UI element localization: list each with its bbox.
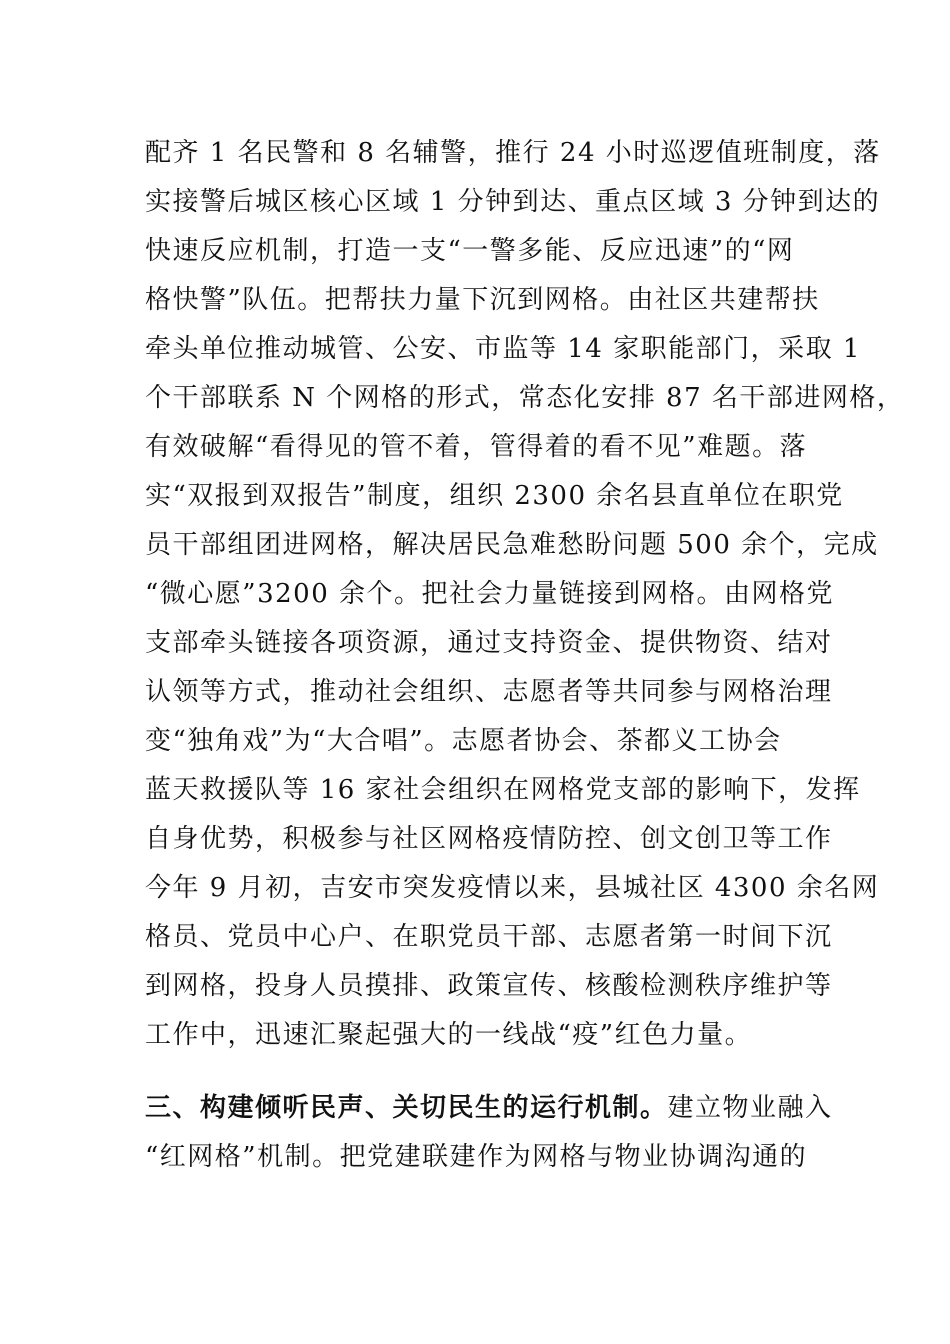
body-text-line: 牵头单位推动城管、公安、市监等 14 家职能部门，采取 1	[145, 334, 861, 364]
body-text-line: 个干部联系 N 个网格的形式，常态化安排 87 名干部进网格，	[145, 383, 905, 413]
body-text-line: 工作中，迅速汇聚起强大的一线战“疫”红色力量。	[145, 1020, 753, 1050]
body-text-line: 认领等方式，推动社会组织、志愿者等共同参与网格治理	[145, 677, 833, 707]
body-text-line: 配齐 1 名民警和 8 名辅警，推行 24 小时巡逻值班制度，落	[145, 138, 881, 168]
section-heading-continuation: 建立物业融入	[667, 1093, 833, 1123]
body-text-line: 格快警”队伍。把帮扶力量下沉到网格。由社区共建帮扶	[145, 285, 820, 315]
body-text-line: 蓝天救援队等 16 家社会组织在网格党支部的影响下，发挥	[145, 775, 861, 805]
body-text-line: 实接警后城区核心区域 1 分钟到达、重点区域 3 分钟到达的	[145, 187, 881, 217]
body-text-line: 快速反应机制，打造一支“一警多能、反应迅速”的“网	[145, 236, 795, 266]
body-text-line: 今年 9 月初，吉安市突发疫情以来，县城社区 4300 余名网	[145, 873, 880, 903]
body-text-line: 实“双报到双报告”制度，组织 2300 余名县直单位在职党	[145, 481, 844, 511]
body-text-line: “微心愿”3200 余个。把社会力量链接到网格。由网格党	[145, 579, 835, 609]
section-heading-line	[145, 1088, 833, 1128]
body-text-line: 到网格，投身人员摸排、政策宣传、核酸检测秩序维护等	[145, 971, 833, 1001]
body-text-line: 自身优势，积极参与社区网格疫情防控、创文创卫等工作	[145, 824, 833, 854]
body-text-line: 有效破解“看得见的管不着，管得着的看不见”难题。落	[145, 432, 808, 462]
body-text-line: 支部牵头链接各项资源，通过支持资金、提供物资、结对	[145, 628, 833, 658]
section-heading: 三、构建倾听民声、关切民生的运行机制。	[145, 1093, 668, 1123]
body-text-line: 员干部组团进网格，解决居民急难愁盼问题 500 余个，完成	[145, 530, 879, 560]
body-text-line: 变“独角戏”为“大合唱”。志愿者协会、茶都义工协会	[145, 726, 782, 756]
body-text-line: 格员、党员中心户、在职党员干部、志愿者第一时间下沉	[145, 922, 833, 952]
body-text-line: “红网格”机制。把党建联建作为网格与物业协调沟通的	[145, 1142, 808, 1172]
